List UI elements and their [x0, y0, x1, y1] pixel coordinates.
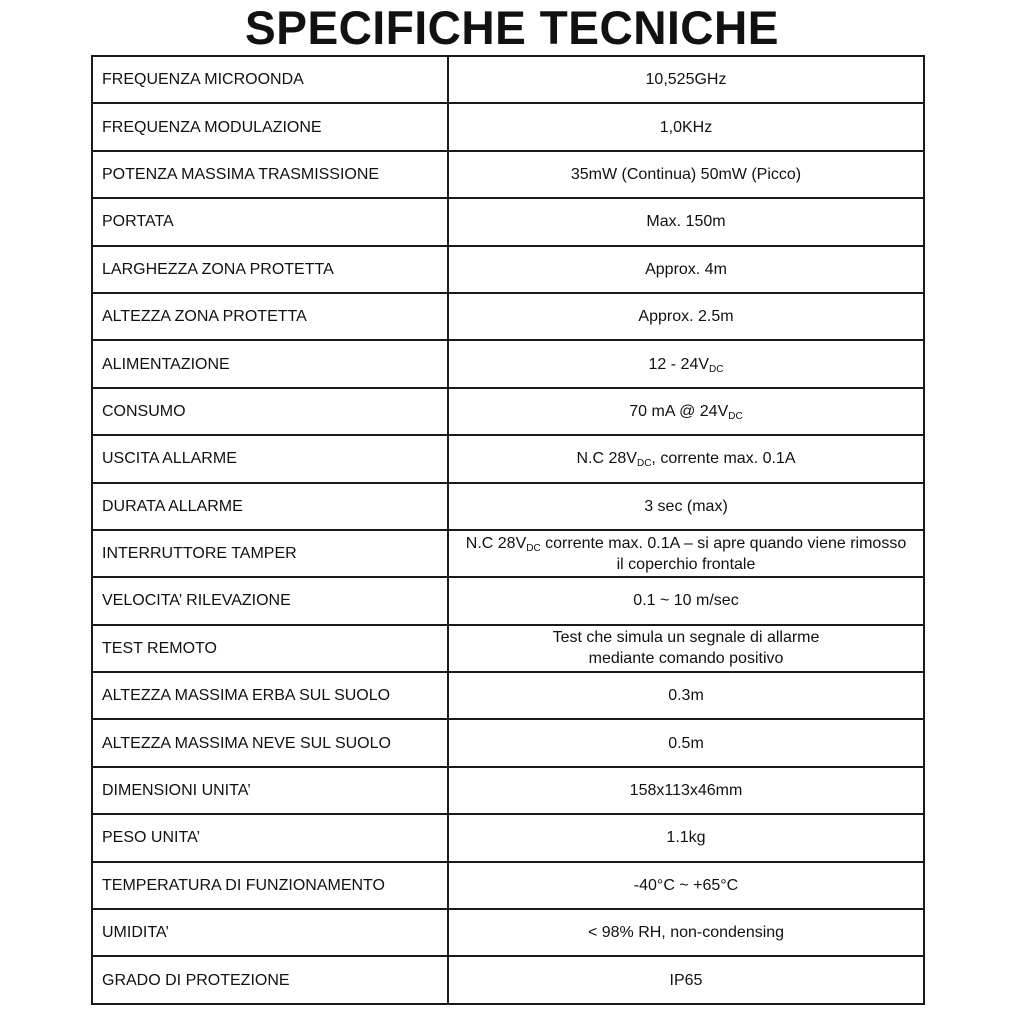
table-row — [92, 862, 924, 909]
spec-value — [448, 530, 924, 577]
table-row — [92, 388, 924, 435]
table-row — [92, 672, 924, 719]
spec-label: POTENZA MASSIMA TRASMISSIONE — [92, 151, 448, 198]
spec-value — [448, 625, 924, 672]
spec-label: PESO UNITA’ — [92, 814, 448, 861]
spec-label: TEST REMOTO — [92, 625, 448, 672]
spec-label: DURATA ALLARME — [92, 483, 448, 530]
spec-label: ALTEZZA ZONA PROTETTA — [92, 293, 448, 340]
spec-table — [91, 55, 925, 1005]
spec-value: 158x113x46mm — [448, 767, 924, 814]
spec-value: 0.1 ~ 10 m/sec — [448, 577, 924, 624]
spec-value — [448, 388, 924, 435]
table-row — [92, 719, 924, 766]
table-row — [92, 198, 924, 245]
spec-label: FREQUENZA MICROONDA — [92, 56, 448, 103]
page-title: SPECIFICHE TECNICHE — [245, 1, 779, 54]
spec-label: INTERRUTTORE TAMPER — [92, 530, 448, 577]
table-row — [92, 577, 924, 624]
table-row — [92, 246, 924, 293]
spec-value: Max. 150m — [448, 198, 924, 245]
table-row — [92, 909, 924, 956]
value-text: N.C 28V — [465, 534, 527, 552]
value-line-1 — [457, 533, 915, 554]
spec-value: < 98% RH, non-condensing — [448, 909, 924, 956]
spec-value: Approx. 2.5m — [448, 293, 924, 340]
spec-label: FREQUENZA MODULAZIONE — [92, 103, 448, 150]
table-row — [92, 530, 924, 577]
value-subscript: DC — [728, 410, 743, 422]
table-row — [92, 625, 924, 672]
table-row — [92, 956, 924, 1003]
spec-label: ALTEZZA MASSIMA NEVE SUL SUOLO — [92, 719, 448, 766]
spec-value: 1,0KHz — [448, 103, 924, 150]
spec-label: DIMENSIONI UNITA’ — [92, 767, 448, 814]
spec-value: -40°C ~ +65°C — [448, 862, 924, 909]
spec-value — [448, 340, 924, 387]
table-row — [92, 56, 924, 103]
table-row — [92, 103, 924, 150]
spec-label: CONSUMO — [92, 388, 448, 435]
spec-value: Approx. 4m — [448, 246, 924, 293]
spec-value: 10,525GHz — [448, 56, 924, 103]
value-subscript: DC — [636, 458, 652, 470]
value-line-2: il coperchio frontale — [616, 555, 756, 573]
spec-label: UMIDITA’ — [92, 909, 448, 956]
spec-label: ALTEZZA MASSIMA ERBA SUL SUOLO — [92, 672, 448, 719]
spec-label: USCITA ALLARME — [92, 435, 448, 482]
spec-label: GRADO DI PROTEZIONE — [92, 956, 448, 1003]
spec-label: LARGHEZZA ZONA PROTETTA — [92, 246, 448, 293]
spec-value: 0.3m — [448, 672, 924, 719]
table-row — [92, 293, 924, 340]
value-line-1: Test che simula un segnale di allarme — [552, 629, 820, 647]
value-text: 70 mA @ 24V — [629, 402, 729, 420]
value-text: N.C 28V — [576, 450, 637, 468]
value-subscript: DC — [709, 363, 724, 375]
spec-label: TEMPERATURA DI FUNZIONAMENTO — [92, 862, 448, 909]
table-row — [92, 814, 924, 861]
value-text-suffix: , corrente max. 0.1A — [651, 450, 796, 468]
value-text-suffix: corrente max. 0.1A – si apre quando viene rimosso — [540, 534, 907, 552]
spec-value: 1.1kg — [448, 814, 924, 861]
spec-value: 3 sec (max) — [448, 483, 924, 530]
value-text: 12 - 24V — [648, 355, 710, 373]
table-row — [92, 767, 924, 814]
table-row — [92, 483, 924, 530]
table-row — [92, 435, 924, 482]
table-row — [92, 340, 924, 387]
value-line-2: mediante comando positivo — [588, 650, 784, 668]
spec-value: 0.5m — [448, 719, 924, 766]
spec-value — [448, 435, 924, 482]
value-subscript: DC — [526, 542, 541, 554]
table-row — [92, 151, 924, 198]
spec-label: VELOCITA’ RILEVAZIONE — [92, 577, 448, 624]
spec-label: ALIMENTAZIONE — [92, 340, 448, 387]
spec-value: IP65 — [448, 956, 924, 1003]
spec-value: 35mW (Continua) 50mW (Picco) — [448, 151, 924, 198]
spec-label: PORTATA — [92, 198, 448, 245]
